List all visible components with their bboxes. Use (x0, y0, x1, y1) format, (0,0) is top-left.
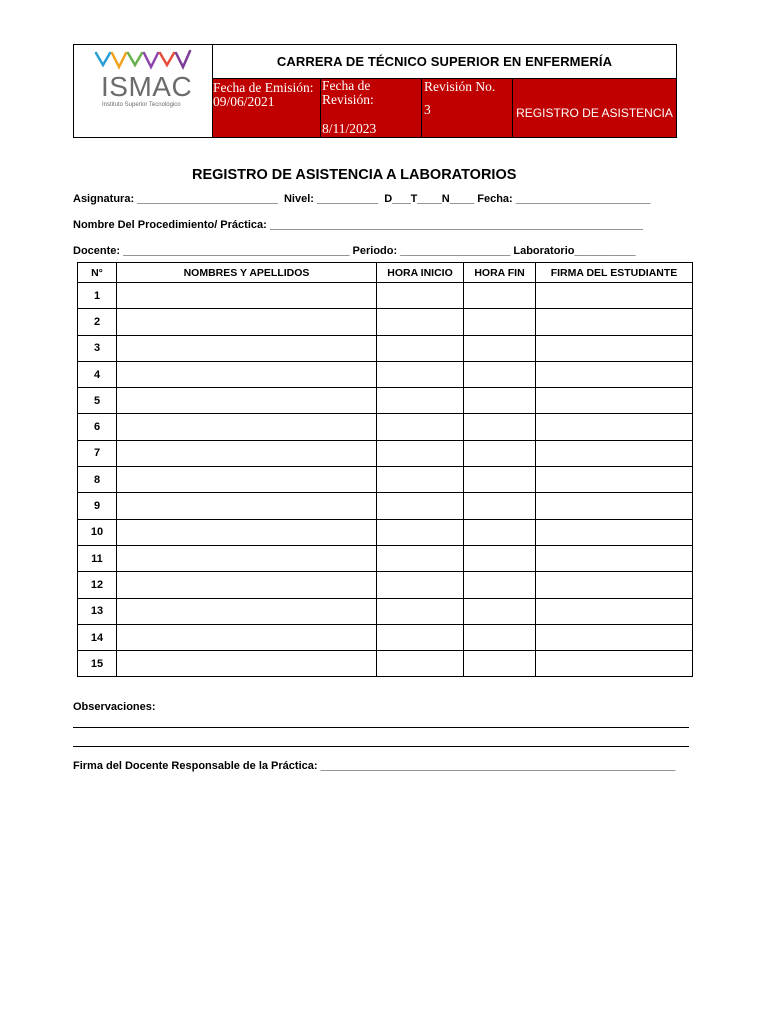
name-cell[interactable] (117, 467, 377, 493)
table-row (78, 335, 693, 361)
column-header-signature: FIRMA DEL ESTUDIANTE (536, 263, 693, 283)
end-time-cell[interactable] (464, 598, 536, 624)
signature-cell[interactable] (536, 361, 693, 387)
start-time-cell[interactable] (377, 283, 464, 309)
start-time-cell[interactable] (377, 335, 464, 361)
end-time-cell[interactable] (464, 361, 536, 387)
end-time-cell[interactable] (464, 545, 536, 571)
observations-line-1[interactable] (73, 727, 689, 728)
table-row (78, 309, 693, 335)
row-number: 13 (78, 598, 117, 624)
signature-cell[interactable] (536, 624, 693, 650)
end-time-cell[interactable] (464, 309, 536, 335)
procedure-line[interactable]: Nombre Del Procedimiento/ Práctica: _____________________________________________________________ (73, 219, 644, 231)
row-number: 2 (78, 309, 117, 335)
name-cell[interactable] (117, 388, 377, 414)
name-cell[interactable] (117, 414, 377, 440)
emission-label: Fecha de Emisión: (213, 80, 314, 95)
table-row (78, 440, 693, 466)
table-row (78, 467, 693, 493)
row-number: 10 (78, 519, 117, 545)
form-name: REGISTRO DE ASISTENCIA (516, 106, 673, 120)
emission-date: 09/06/2021 (213, 94, 275, 109)
table-row (78, 493, 693, 519)
end-time-cell[interactable] (464, 651, 536, 677)
observations-label: Observaciones: (73, 701, 156, 713)
column-header-end-time: HORA FIN (464, 263, 536, 283)
row-number: 11 (78, 545, 117, 571)
teacher-signature-line[interactable]: Firma del Docente Responsable de la Práctica: __________________________________________________________ (73, 760, 676, 772)
row-number: 15 (78, 651, 117, 677)
end-time-cell[interactable] (464, 467, 536, 493)
start-time-cell[interactable] (377, 467, 464, 493)
start-time-cell[interactable] (377, 309, 464, 335)
signature-cell[interactable] (536, 493, 693, 519)
signature-cell[interactable] (536, 519, 693, 545)
start-time-cell[interactable] (377, 414, 464, 440)
row-number: 1 (78, 283, 117, 309)
table-row (78, 572, 693, 598)
column-header-start-time: HORA INICIO (377, 263, 464, 283)
revision-number-cell (422, 79, 513, 137)
table-row (78, 519, 693, 545)
row-number: 12 (78, 572, 117, 598)
signature-cell[interactable] (536, 414, 693, 440)
revision-date-label: Fecha de Revisión: (322, 78, 374, 107)
table-row (78, 598, 693, 624)
revision-number-label: Revisión No. (424, 79, 496, 94)
column-header-names: NOMBRES Y APELLIDOS (117, 263, 377, 283)
table-row (78, 545, 693, 571)
row-number: 9 (78, 493, 117, 519)
signature-cell[interactable] (536, 335, 693, 361)
start-time-cell[interactable] (377, 545, 464, 571)
name-cell[interactable] (117, 624, 377, 650)
signature-cell[interactable] (536, 545, 693, 571)
end-time-cell[interactable] (464, 388, 536, 414)
end-time-cell[interactable] (464, 493, 536, 519)
subject-level-date-line[interactable]: Asignatura: _______________________ Nivel: __________ D___T____N____ Fecha: ______________________ (73, 193, 651, 205)
end-time-cell[interactable] (464, 414, 536, 440)
teacher-period-lab-line[interactable]: Docente: _____________________________________ Periodo: __________________ Laboratorio__________ (73, 245, 636, 257)
logo-name: ISMAC (101, 71, 193, 102)
table-row (78, 624, 693, 650)
revision-date: 8/11/2023 (322, 121, 377, 136)
revision-date-cell (321, 79, 422, 137)
start-time-cell[interactable] (377, 519, 464, 545)
start-time-cell[interactable] (377, 624, 464, 650)
table-row (78, 388, 693, 414)
start-time-cell[interactable] (377, 572, 464, 598)
attendance-rows (78, 283, 693, 677)
start-time-cell[interactable] (377, 598, 464, 624)
start-time-cell[interactable] (377, 493, 464, 519)
name-cell[interactable] (117, 651, 377, 677)
signature-cell[interactable] (536, 388, 693, 414)
emission-cell (213, 79, 321, 137)
end-time-cell[interactable] (464, 440, 536, 466)
signature-cell[interactable] (536, 572, 693, 598)
institution-logo (74, 45, 213, 137)
row-number: 7 (78, 440, 117, 466)
end-time-cell[interactable] (464, 283, 536, 309)
name-cell[interactable] (117, 572, 377, 598)
table-row (78, 361, 693, 387)
table-row (78, 414, 693, 440)
column-header-number: N° (78, 263, 117, 283)
document-title: REGISTRO DE ASISTENCIA A LABORATORIOS (192, 167, 517, 183)
document-header (73, 44, 677, 138)
name-cell[interactable] (117, 335, 377, 361)
name-cell[interactable] (117, 545, 377, 571)
table-row (78, 283, 693, 309)
form-name-cell (513, 79, 676, 137)
start-time-cell[interactable] (377, 361, 464, 387)
signature-cell[interactable] (536, 283, 693, 309)
row-number: 8 (78, 467, 117, 493)
row-number: 3 (78, 335, 117, 361)
end-time-cell[interactable] (464, 335, 536, 361)
observations-line-2[interactable] (73, 746, 689, 747)
table-row (78, 651, 693, 677)
signature-cell[interactable] (536, 651, 693, 677)
end-time-cell[interactable] (464, 519, 536, 545)
start-time-cell[interactable] (377, 388, 464, 414)
table-header-row (78, 263, 693, 283)
name-cell[interactable] (117, 519, 377, 545)
attendance-table (77, 262, 693, 677)
row-number: 14 (78, 624, 117, 650)
start-time-cell[interactable] (377, 440, 464, 466)
signature-cell[interactable] (536, 598, 693, 624)
name-cell[interactable] (117, 440, 377, 466)
row-number: 6 (78, 414, 117, 440)
end-time-cell[interactable] (464, 624, 536, 650)
header-info-row (213, 79, 676, 137)
name-cell[interactable] (117, 361, 377, 387)
row-number: 5 (78, 388, 117, 414)
revision-number: 3 (424, 102, 431, 117)
name-cell[interactable] (117, 598, 377, 624)
name-cell[interactable] (117, 309, 377, 335)
career-title: CARRERA DE TÉCNICO SUPERIOR EN ENFERMERÍA (213, 45, 676, 79)
start-time-cell[interactable] (377, 651, 464, 677)
signature-cell[interactable] (536, 440, 693, 466)
signature-cell[interactable] (536, 309, 693, 335)
name-cell[interactable] (117, 493, 377, 519)
logo-subtitle: Instituto Superior Tecnológico (102, 102, 181, 108)
row-number: 4 (78, 361, 117, 387)
name-cell[interactable] (117, 283, 377, 309)
signature-cell[interactable] (536, 467, 693, 493)
end-time-cell[interactable] (464, 572, 536, 598)
